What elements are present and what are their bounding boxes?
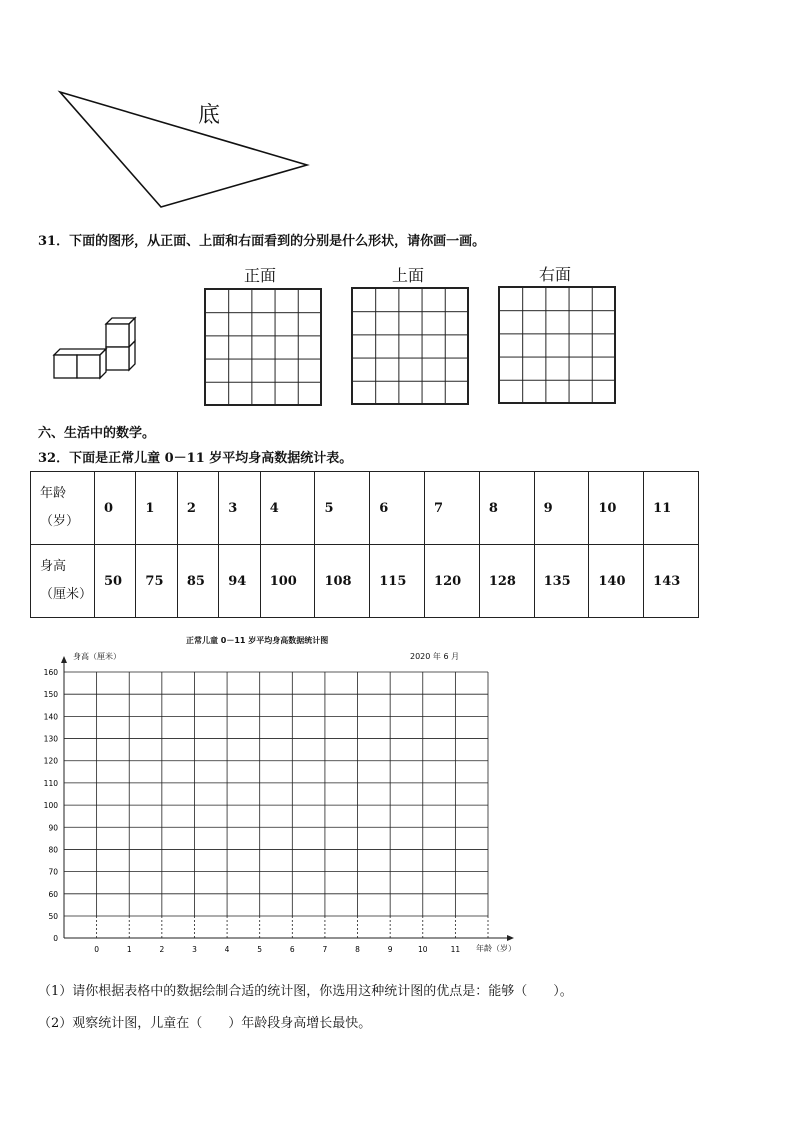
x-tick-label: 10: [417, 945, 428, 954]
top-view-grid[interactable]: [351, 287, 469, 405]
age-cell: 6: [370, 472, 425, 545]
x-tick-label: 0: [94, 945, 100, 954]
x-tick-label: 7: [322, 945, 328, 954]
height-cell: 50: [95, 545, 136, 618]
age-row: [31, 472, 699, 545]
age-cell: 9: [534, 472, 589, 545]
height-cell: 108: [315, 545, 370, 618]
height-cell: 100: [260, 545, 315, 618]
y-tick-label: 130: [43, 734, 58, 744]
height-cell: 128: [479, 545, 534, 618]
age-cell: 0: [95, 472, 136, 545]
question-31: 31．下面的图形，从正面、上面和右面看到的分别是什么形状，请你画一画。: [38, 234, 486, 249]
x-tick-label: 9: [387, 945, 393, 954]
age-cell: 1: [136, 472, 177, 545]
y-tick-label: 120: [43, 756, 58, 766]
y-tick-label: 90: [48, 823, 58, 833]
x-tick-label: 3: [192, 945, 197, 954]
age-cell: 7: [425, 472, 480, 545]
question-32: 32．下面是正常儿童 0－11 岁平均身高数据统计表。: [38, 451, 353, 466]
triangle-base-label: 底: [198, 103, 221, 128]
chart-title: 正常儿童 0－11 岁平均身高数据统计图: [186, 636, 329, 645]
age-cell: 4: [260, 472, 315, 545]
y-tick-label: 110: [43, 778, 58, 788]
x-tick-label: 2: [159, 945, 165, 954]
age-cell: 10: [589, 472, 644, 545]
x-tick-label: 4: [224, 945, 230, 954]
x-tick-label: 11: [450, 945, 461, 954]
age-cell: 3: [219, 472, 260, 545]
height-header: [31, 545, 95, 618]
x-tick-label: 6: [289, 945, 295, 954]
height-cell: 75: [136, 545, 177, 618]
section-6-title: 六、生活中的数学。: [38, 426, 156, 441]
y-tick-label: 140: [43, 712, 58, 722]
x-tick-label: 5: [257, 945, 263, 954]
x-axis-arrow-icon: [507, 935, 514, 941]
front-view-grid[interactable]: [204, 288, 322, 406]
height-cell: 140: [589, 545, 644, 618]
cube-stack-figure: [50, 314, 140, 384]
height-data-table: [30, 471, 699, 618]
y-tick-label: 50: [48, 912, 58, 921]
y-tick-label: 60: [48, 889, 58, 899]
triangle-figure: [55, 85, 315, 215]
chart-date: 2020 年 6 月: [410, 652, 460, 661]
age-cell: 8: [479, 472, 534, 545]
height-cell: 120: [425, 545, 480, 618]
y-tick-label: 100: [43, 801, 58, 811]
age-cell: 11: [644, 472, 699, 545]
y-tick-label: 0: [53, 934, 58, 943]
y-tick-label: 70: [48, 867, 58, 877]
height-cell: 135: [534, 545, 589, 618]
sub-question-2: （2）观察统计图，儿童在（ ）年龄段身高增长最快。: [38, 1016, 372, 1031]
height-header-line2: （厘米）: [40, 587, 93, 602]
y-tick-label: 80: [48, 845, 58, 855]
right-view-grid[interactable]: [498, 286, 616, 404]
age-header-line2: （岁）: [40, 514, 80, 529]
x-tick-label: 8: [355, 945, 360, 954]
y-axis-arrow-icon: [61, 656, 67, 663]
height-header-line1: 身高: [40, 559, 67, 574]
age-header: [31, 472, 95, 545]
chart-xlabel: 年龄（岁）: [476, 944, 516, 953]
age-cell: 2: [177, 472, 218, 545]
y-tick-label: 150: [43, 690, 58, 700]
view-right-label: 右面: [539, 265, 572, 284]
x-tick-label: 1: [126, 945, 132, 954]
y-tick-label: 160: [43, 668, 58, 677]
age-cell: 5: [315, 472, 370, 545]
height-cell: 94: [219, 545, 260, 618]
view-front-label: 正面: [244, 266, 277, 285]
age-header-line1: 年龄: [40, 486, 67, 501]
view-top-label: 上面: [392, 266, 425, 285]
height-cell: 143: [644, 545, 699, 618]
height-cell: 115: [370, 545, 425, 618]
sub-question-1: （1）请你根据表格中的数据绘制合适的统计图，你选用这种统计图的优点是：能够（ ）。: [38, 984, 573, 999]
height-cell: 85: [177, 545, 218, 618]
chart-ylabel: 身高（厘米）: [73, 652, 121, 661]
height-row: [31, 545, 699, 618]
